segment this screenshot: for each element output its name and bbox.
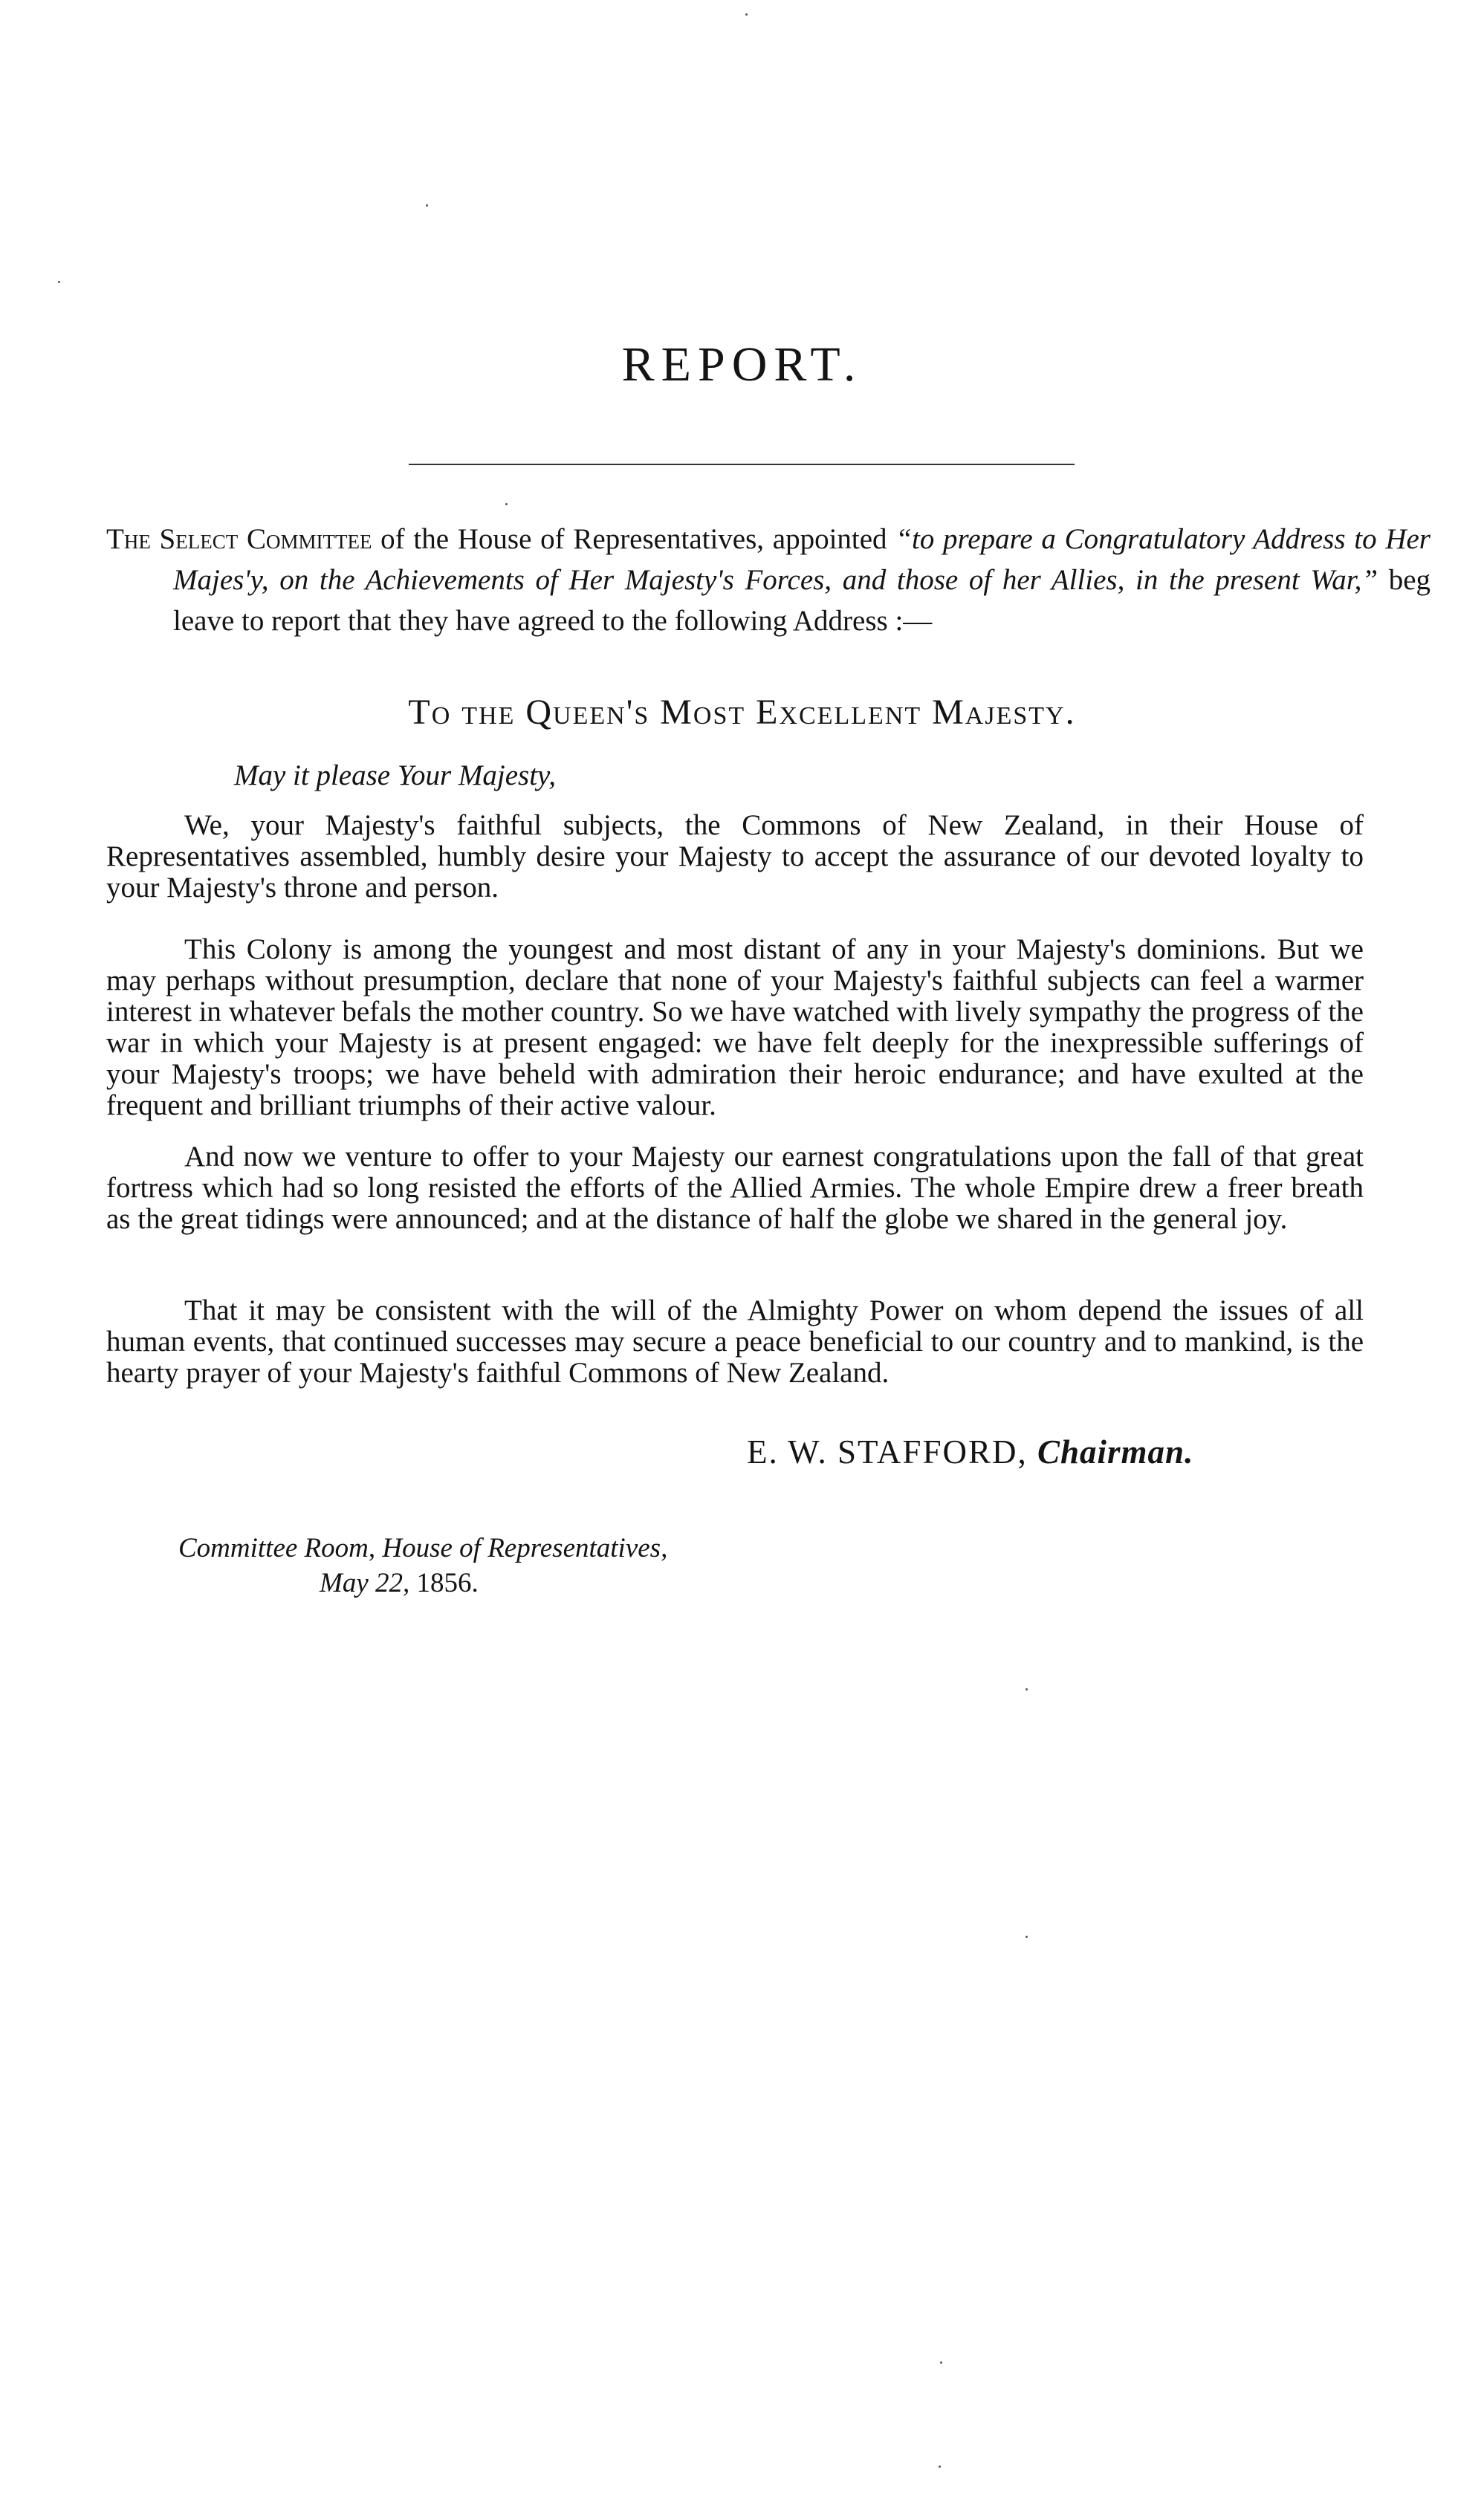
scan-speck (426, 204, 428, 207)
paragraph-colony: This Colony is among the youngest and most distant of any in your Majesty's dominions. But we may perhaps without presumption, declare that none of your Majesty's faithful subjects can feel a warmer interest in whatever befals the mother country. So we have watched with lively sympathy the progress of the war in which your Majesty is at present engaged: we have felt deeply for the inexpressible sufferings of your Majesty's troops; we have beheld with admiration their heroic endurance; and have exulted at the frequent and brilliant triumphs of their active valour. (106, 933, 1364, 1121)
address-heading: To the Queen's Most Excellent Majesty. (408, 693, 1076, 732)
salutation: May it please Your Majesty, (234, 759, 556, 791)
intro-text-2: beg leave to report that they have agreed to the following Address :— (173, 564, 1430, 637)
paragraph-prayer: That it may be consistent with the will of the Almighty Power on whom depend the issues of all human events, that continued successes may secure a peace beneficial to our country and to mankind, is the hearty prayer of your Majesty's faithful Commons of New Zealand. (106, 1294, 1364, 1389)
intro-lead: The Select Committee (106, 523, 372, 555)
signature (747, 1433, 1194, 1471)
scan-speck (940, 2361, 942, 2364)
paragraph-loyalty: We, your Majesty's faithful subjects, the Commons of New Zealand, in their House of Representatives assembled, humbly desire your Majesty to accept the assurance of our devoted loyalty to your Majesty's throne and person. (106, 809, 1364, 904)
title-rule (409, 464, 1075, 465)
report-date-month-day: May 22, (320, 1568, 410, 1598)
paragraph-congratulations: And now we venture to offer to your Majesty our earnest congratulations upon the fall of that great fortress which had so long resisted the efforts of the Allied Armies. The whole Empire drew a freer breath as the great tidings were announced; and at the distance of half the globe we shared in the general joy. (106, 1141, 1364, 1235)
scan-speck (1025, 1936, 1028, 1938)
scan-speck (939, 2466, 941, 2468)
signatory-name: E. W. STAFFORD, (747, 1433, 1028, 1471)
committee-room: Committee Room, House of Representatives, (178, 1533, 668, 1563)
intro-paragraph (106, 519, 1430, 641)
signatory-role: Chairman. (1037, 1433, 1194, 1471)
intro-text-1: of the House of Representatives, appointed (372, 523, 896, 555)
scan-speck (505, 503, 508, 505)
report-title: REPORT. (621, 337, 863, 392)
intro-quote: “to prepare a Congratulatory Address to Her Majes'y, on the Achievements of Her Majesty's Forces, and those of her Allies, in the present War,” (173, 523, 1430, 596)
scan-speck (58, 281, 60, 283)
report-date (320, 1569, 479, 1597)
report-date-year: 1856. (416, 1568, 479, 1598)
scan-speck (1025, 1688, 1028, 1690)
scan-speck (745, 13, 748, 16)
